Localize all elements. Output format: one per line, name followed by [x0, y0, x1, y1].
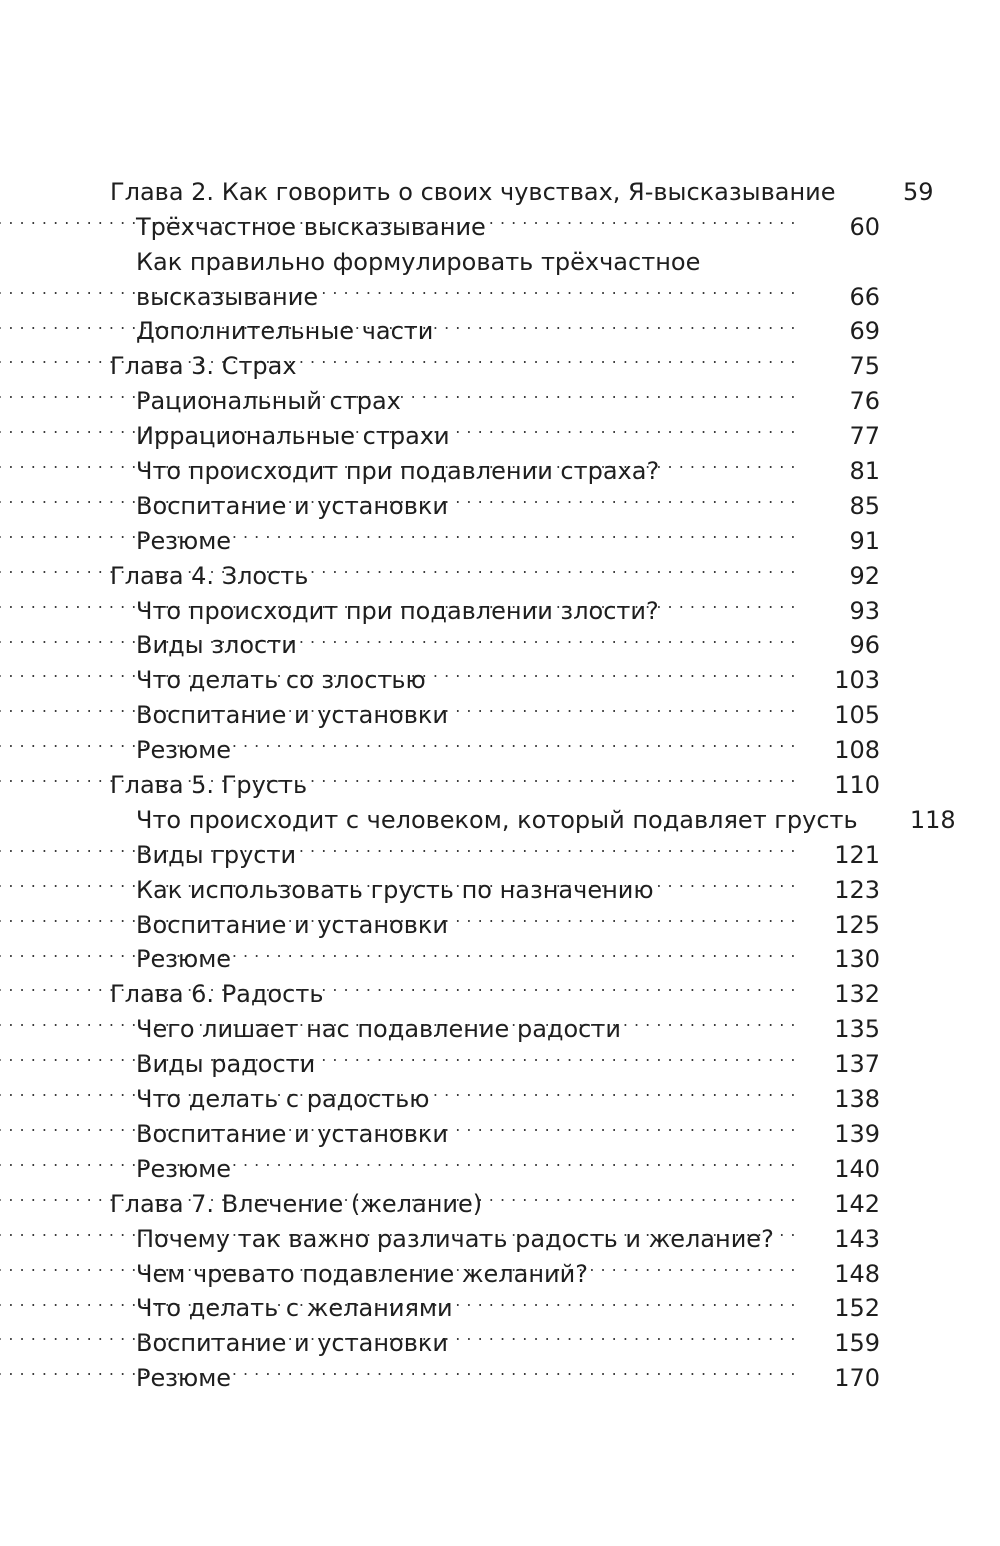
- toc-entry: [110, 514, 880, 555]
- toc-entry-title: Как использовать грусть по назначению: [136, 875, 654, 904]
- toc-entry: [110, 305, 880, 346]
- toc-entry: [110, 374, 880, 416]
- toc-entry: [110, 688, 880, 730]
- toc-entry: [110, 1142, 880, 1183]
- toc-entry: [110, 549, 880, 590]
- dot-leader: [245, 1142, 796, 1177]
- toc-entry-title: Что делать с радостью: [136, 1085, 430, 1114]
- dot-leader: [668, 863, 796, 898]
- dot-leader: [673, 584, 796, 619]
- toc-entry-page: 121: [834, 840, 880, 869]
- toc-entry-title: Виды злости: [136, 631, 297, 660]
- toc-entry: [110, 584, 880, 625]
- toc-entry-page: 138: [834, 1085, 880, 1114]
- toc-entry-title: Воспитание и установки: [136, 701, 448, 730]
- toc-entry-page: 123: [834, 875, 880, 904]
- toc-entry-title: Воспитание и установки: [136, 1329, 448, 1358]
- dot-leader: [415, 374, 796, 409]
- dot-leader: [462, 898, 796, 933]
- toc-entry: [110, 1351, 880, 1393]
- dot-leader: [602, 1247, 796, 1282]
- dot-leader: [440, 653, 796, 688]
- dot-leader: [245, 723, 796, 758]
- toc-entry: [110, 828, 880, 869]
- toc-entry-title: Глава 7. Влечение (желание): [110, 1189, 483, 1218]
- toc-entry-title: Глава 3. Страх: [110, 352, 297, 381]
- dot-leader: [443, 1072, 796, 1107]
- toc-entry: [110, 619, 880, 660]
- dot-leader: [311, 619, 796, 654]
- toc-entry: [110, 863, 880, 904]
- toc-entry-page: 110: [834, 771, 880, 800]
- toc-entry: [110, 723, 880, 765]
- toc-entry-title: Дополнительные части: [136, 317, 434, 346]
- toc-entry-title: Виды радости: [136, 1050, 316, 1079]
- toc-entry-title: Глава 6. Радость: [110, 980, 324, 1009]
- toc-entry-title: высказывание: [136, 282, 319, 311]
- dot-leader: [462, 688, 796, 723]
- toc-entry-title: Почему так важно различать радость и желание?: [136, 1224, 774, 1253]
- toc-entry-title: Воспитание и установки: [136, 1119, 448, 1148]
- toc-entry-title: Резюме: [136, 736, 232, 765]
- toc-entry-page: 142: [834, 1189, 880, 1218]
- toc-entry-title: Резюме: [136, 526, 232, 555]
- dot-leader: [635, 1002, 796, 1037]
- toc-entry: [110, 1037, 880, 1079]
- toc-entry: [110, 1212, 880, 1253]
- toc-entry-page: 76: [849, 387, 880, 416]
- toc-entry-title: Резюме: [136, 945, 232, 974]
- toc-entry-page: 66: [849, 282, 880, 311]
- toc-entry-page: 132: [834, 980, 880, 1009]
- toc-entry-page: 105: [834, 701, 880, 730]
- dot-leader: [464, 409, 796, 444]
- dot-leader: [714, 235, 796, 270]
- toc-entry-title: Виды грусти: [136, 840, 297, 869]
- toc-entry: [110, 758, 880, 800]
- toc-entry-title: Трёхчастное высказывание: [136, 212, 486, 241]
- toc-entry-page: 69: [849, 317, 880, 346]
- toc-entry-page: 103: [834, 666, 880, 695]
- toc-entry: [110, 444, 880, 486]
- toc-entry-title: Что происходит при подавлении злости?: [136, 596, 659, 625]
- toc-entry: [110, 1247, 880, 1288]
- dot-leader: [467, 1282, 796, 1317]
- toc-entry-page: 81: [849, 457, 880, 486]
- toc-entry-title: Что делать со злостью: [136, 666, 426, 695]
- dot-leader: [500, 200, 796, 235]
- toc-entry: [110, 1107, 880, 1148]
- dot-leader: [329, 1037, 796, 1072]
- toc-entry-page: 118: [909, 805, 956, 834]
- toc-entry-title: Воспитание и установки: [136, 910, 448, 939]
- toc-entry-title: Резюме: [136, 1364, 232, 1393]
- dot-leader: [462, 1316, 796, 1351]
- toc-entry-page: 96: [849, 631, 880, 660]
- dot-leader: [332, 270, 796, 305]
- dot-leader: [496, 1177, 796, 1212]
- toc-entry-page: 170: [834, 1364, 880, 1393]
- dot-leader: [245, 1351, 796, 1386]
- toc-entry: [110, 479, 880, 520]
- toc-entry-page: 91: [849, 526, 880, 555]
- dot-leader: [462, 1107, 796, 1142]
- dot-leader: [245, 514, 796, 549]
- toc-entry: [110, 165, 934, 206]
- dot-leader: [788, 1212, 796, 1247]
- toc-entry: [110, 1316, 880, 1358]
- toc-entry-page: 139: [834, 1119, 880, 1148]
- toc-entry: [110, 409, 880, 451]
- toc-entry-page: 93: [849, 596, 880, 625]
- dot-leader: [311, 339, 796, 374]
- toc-entry-page: 148: [834, 1259, 880, 1288]
- toc-entry-page: 92: [849, 561, 880, 590]
- toc-entry-title: Иррациональные страхи: [136, 422, 450, 451]
- toc-entry-page: 60: [849, 212, 880, 241]
- dot-leader: [462, 479, 796, 514]
- toc-entry-page: 143: [834, 1224, 880, 1253]
- toc-entry-title: Чем чревато подавление желаний?: [136, 1259, 588, 1288]
- toc-entry-title: Чего лишает нас подавление радости: [136, 1015, 621, 1044]
- toc-entry-title: Резюме: [136, 1154, 232, 1183]
- toc-entry: [110, 1177, 880, 1218]
- toc-entry-title: Как правильно формулировать трёхчастное: [136, 247, 701, 276]
- toc-entry: [110, 339, 880, 381]
- toc-entry-title: Что происходит с человеком, который подавляет грусть: [136, 805, 858, 834]
- toc-entry: [110, 967, 880, 1009]
- toc-entry-title: Глава 5. Грусть: [110, 771, 308, 800]
- toc-entry: [110, 653, 880, 695]
- toc-entry: [110, 898, 880, 939]
- dot-leader: [447, 305, 796, 340]
- toc-entry: [110, 1072, 880, 1114]
- toc-entry-page: 137: [834, 1050, 880, 1079]
- toc-entry-page: 130: [834, 945, 880, 974]
- toc-entry: [110, 1002, 880, 1044]
- toc-entry: [110, 1282, 880, 1323]
- toc-entry-page: 140: [834, 1154, 880, 1183]
- dot-leader: [673, 444, 796, 479]
- toc-entry-page: 59: [902, 177, 934, 206]
- toc-entry-title: Рациональный страх: [136, 387, 401, 416]
- toc-entry-page: 135: [834, 1015, 880, 1044]
- dot-leader: [310, 828, 796, 863]
- toc-entry-page: 108: [834, 736, 880, 765]
- dot-leader: [322, 549, 796, 584]
- toc-entry-page: 152: [834, 1294, 880, 1323]
- dot-leader: [245, 933, 796, 968]
- toc-entry-page: 85: [849, 491, 880, 520]
- toc-entry-title: Глава 2. Как говорить о своих чувствах, Я-высказывание: [110, 177, 836, 206]
- toc-entry-page: 125: [834, 910, 880, 939]
- toc-entry: [110, 933, 880, 974]
- toc-entry-title: Глава 4. Злость: [110, 561, 309, 590]
- toc-entry-page: 75: [849, 352, 880, 381]
- dot-leader: [321, 758, 796, 793]
- toc-entry-page: 77: [849, 422, 880, 451]
- dot-leader: [337, 967, 796, 1002]
- table-of-contents: [110, 165, 956, 1393]
- toc-entry-page: 159: [834, 1329, 880, 1358]
- toc-entry: [110, 270, 880, 311]
- toc-entry-title: Воспитание и установки: [136, 491, 448, 520]
- toc-entry-title: Что делать с желаниями: [136, 1294, 453, 1323]
- toc-entry: [110, 200, 880, 241]
- toc-entry-title: Что происходит при подавлении страха?: [136, 457, 660, 486]
